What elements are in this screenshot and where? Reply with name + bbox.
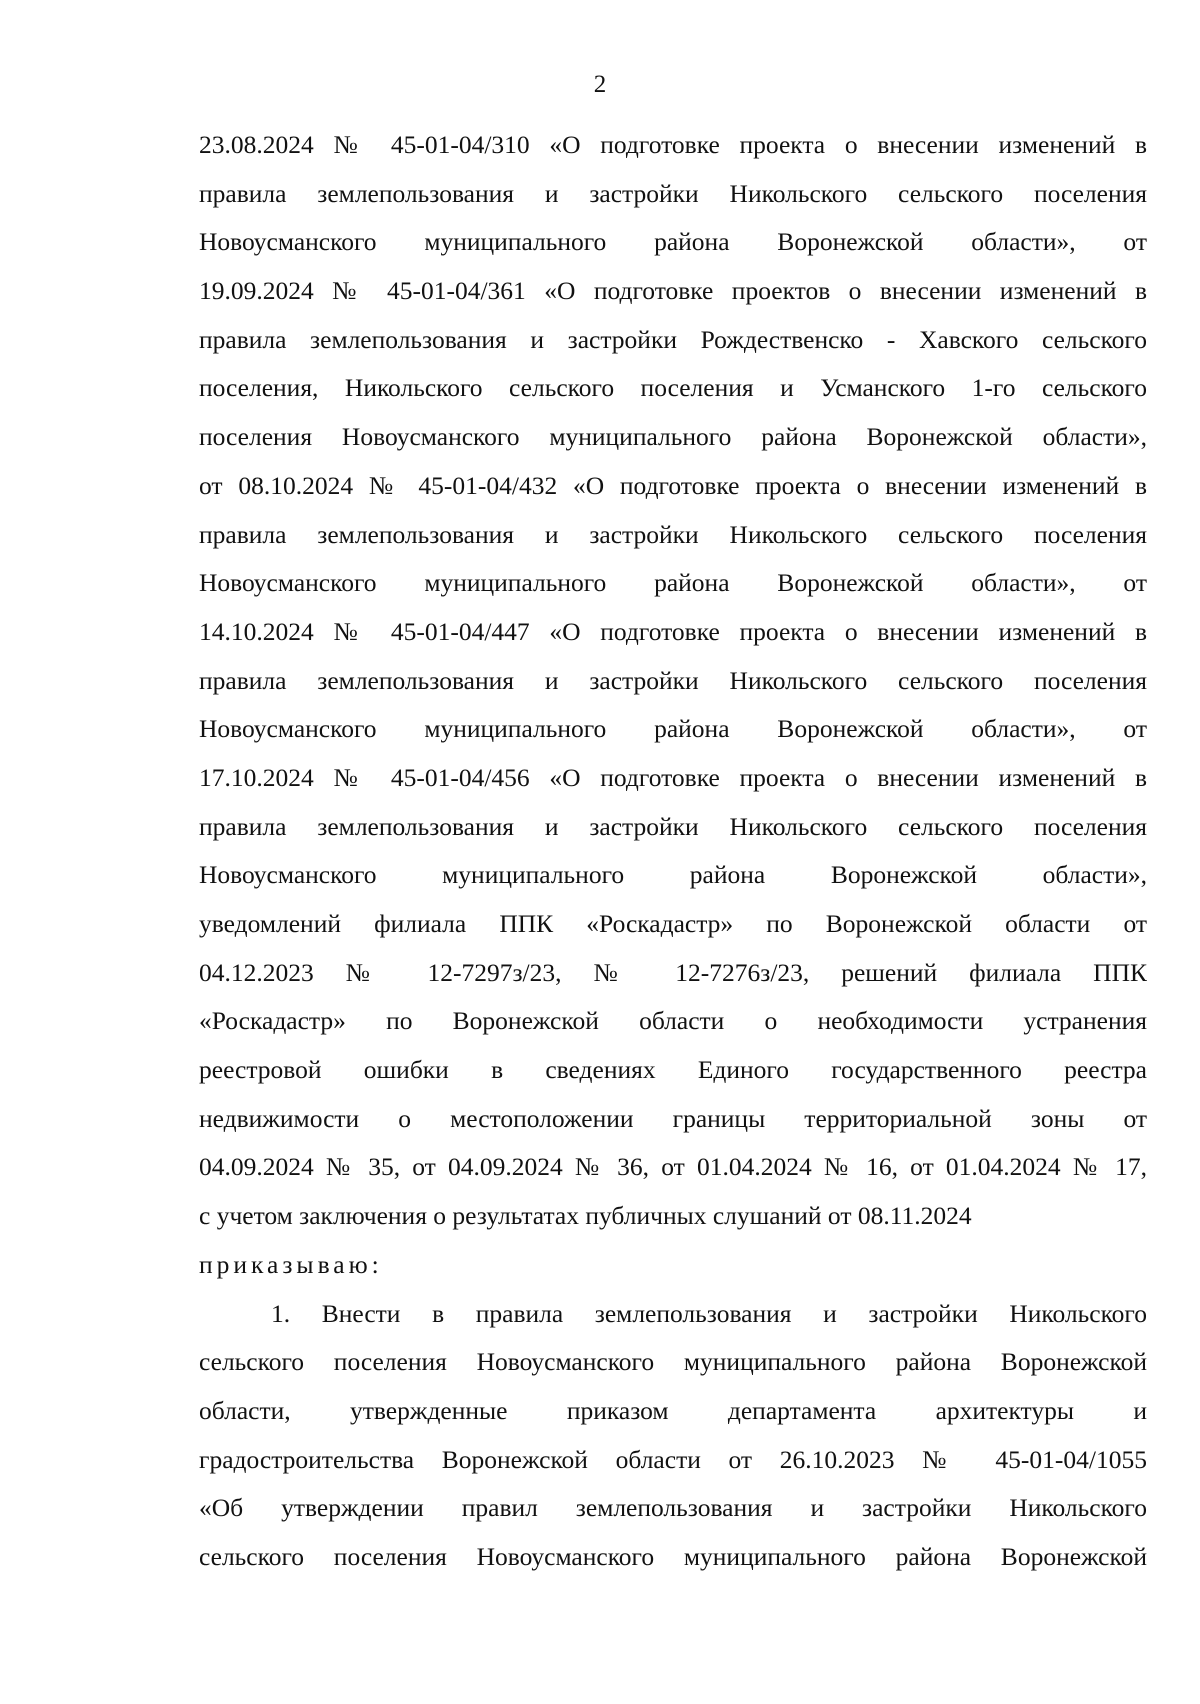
text-line: уведомлений филиала ППК «Роскадастр» по Воронежской области от bbox=[199, 909, 1147, 938]
text-line: 1. Внести в правила землепользования и застройки Никольского bbox=[271, 1298, 1147, 1328]
text-line: правила землепользования и застройки Рождественско - Хавского сельского bbox=[199, 324, 1147, 354]
text-line: 23.08.2024 № 45-01-04/310 «О подготовке проекта о внесении изменений в bbox=[199, 130, 1147, 159]
text-line: «Об утверждении правил землепользования и застройки Никольского bbox=[199, 1493, 1147, 1523]
text-line: сельского поселения Новоусманского муниципального района Воронежской bbox=[199, 1541, 1147, 1571]
document-body bbox=[199, 121, 1147, 1582]
text-line: 19.09.2024 № 45-01-04/361 «О подготовке проектов о внесении изменений в bbox=[199, 276, 1147, 306]
preamble-paragraph bbox=[199, 121, 1147, 1241]
item-1-paragraph bbox=[199, 1290, 1147, 1582]
text-line: поселения Новоусманского муниципального района Воронежской области», bbox=[199, 422, 1147, 452]
text-line: реестровой ошибки в сведениях Единого государственного реестра bbox=[199, 1055, 1147, 1085]
text-line: 04.12.2023 № 12-7297з/23, № 12-7276з/23, решений филиала ППК bbox=[199, 957, 1147, 987]
text-line: правила землепользования и застройки Никольского сельского поселения bbox=[199, 178, 1147, 208]
text-line: от 08.10.2024 № 45-01-04/432 «О подготовке проекта о внесении изменений в bbox=[199, 470, 1147, 500]
text-line: Новоусманского муниципального района Воронежской области», bbox=[199, 860, 1147, 890]
text-line: с учетом заключения о результатах публичных слушаний от 08.11.2024 bbox=[199, 1201, 972, 1231]
text-line: поселения, Никольского сельского поселения и Усманского 1-го сельского bbox=[199, 373, 1147, 403]
text-line: «Роскадастр» по Воронежской области о необходимости устранения bbox=[199, 1006, 1147, 1036]
text-line: правила землепользования и застройки Никольского сельского поселения bbox=[199, 811, 1147, 841]
text-line: 17.10.2024 № 45-01-04/456 «О подготовке проекта о внесении изменений в bbox=[199, 762, 1147, 792]
text-line: Новоусманского муниципального района Воронежской области», от bbox=[199, 227, 1147, 257]
text-line: 04.09.2024 № 35, от 04.09.2024 № 36, от 01.04.2024 № 16, от 01.04.2024 № 17, bbox=[199, 1152, 1147, 1182]
text-line: Новоусманского муниципального района Воронежской области», от bbox=[199, 568, 1147, 598]
page-number: 2 bbox=[593, 71, 607, 98]
text-line: правила землепользования и застройки Никольского сельского поселения bbox=[199, 665, 1147, 695]
text-line: правила землепользования и застройки Никольского сельского поселения bbox=[199, 519, 1147, 549]
order-word: приказываю: bbox=[199, 1249, 383, 1279]
text-line: 14.10.2024 № 45-01-04/447 «О подготовке проекта о внесении изменений в bbox=[199, 616, 1147, 646]
text-line: градостроительства Воронежской области от 26.10.2023 № 45-01-04/1055 bbox=[199, 1444, 1147, 1474]
text-line: области, утвержденные приказом департамента архитектуры и bbox=[199, 1395, 1147, 1425]
text-line: сельского поселения Новоусманского муниципального района Воронежской bbox=[199, 1347, 1147, 1377]
text-line: недвижимости о местоположении границы территориальной зоны от bbox=[199, 1103, 1147, 1133]
text-line: Новоусманского муниципального района Воронежской области», от bbox=[199, 714, 1147, 744]
